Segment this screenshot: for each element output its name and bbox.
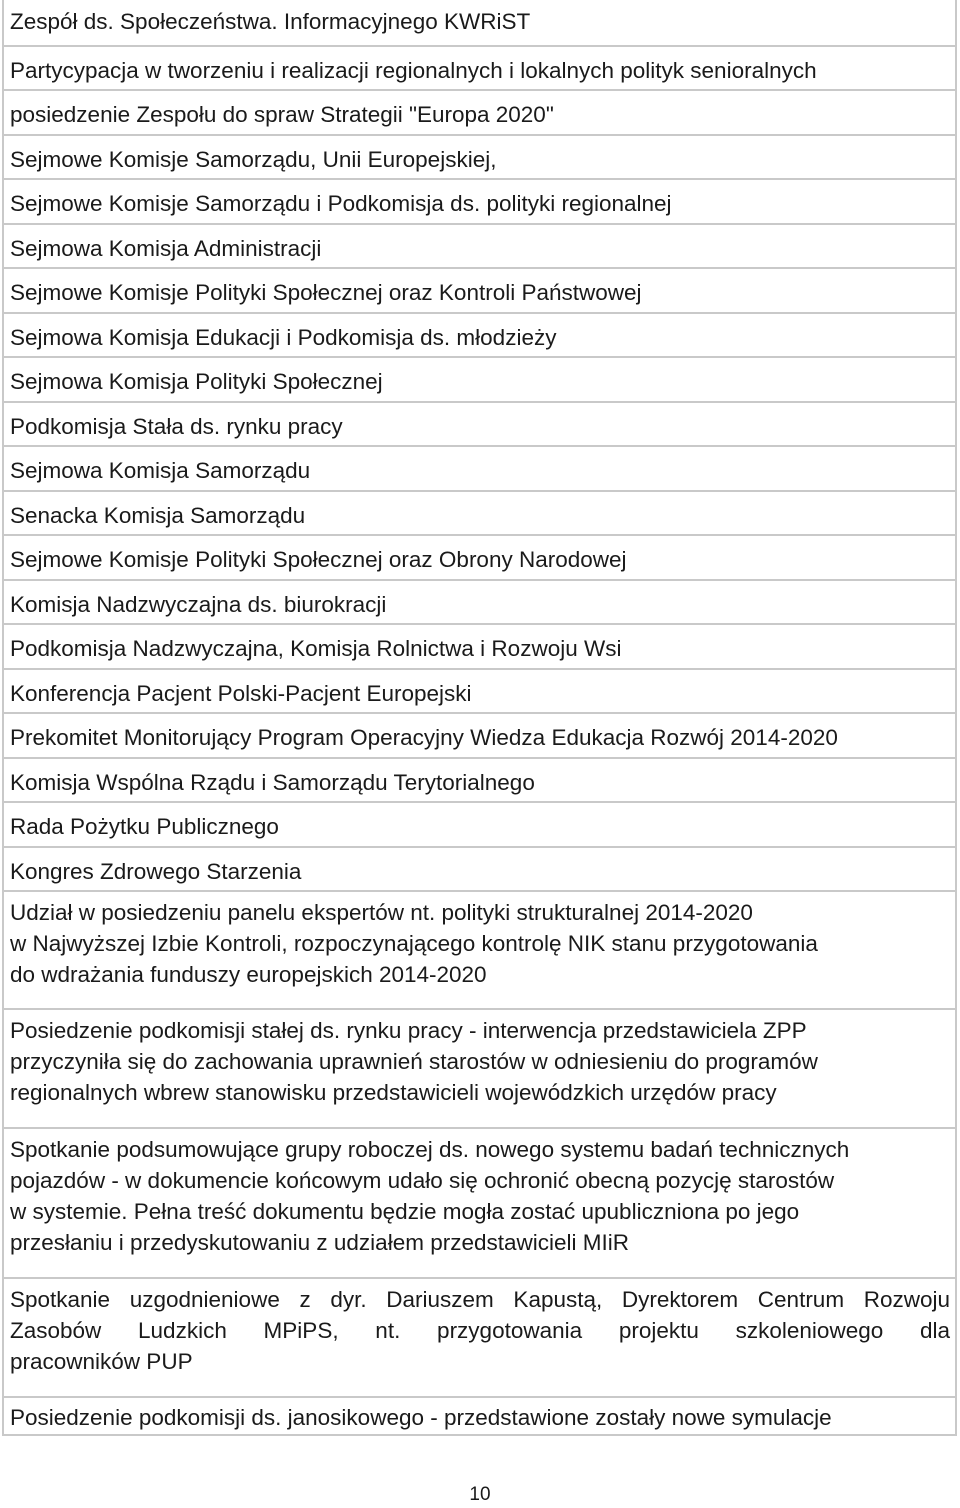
row-text: Zespół ds. Społeczeństwa. Informacyjnego KWRiST — [10, 9, 531, 34]
page-number: 10 — [469, 1484, 491, 1505]
table-row — [4, 1277, 955, 1396]
row-text: Partycypacja w tworzeniu i realizacji regionalnych i lokalnych polityk senioralnych — [10, 58, 817, 83]
row-text: Posiedzenie podkomisji ds. janosikowego - przedstawione zostały nowe symulacje — [10, 1405, 832, 1430]
table-row — [4, 1396, 955, 1434]
row-text: Sejmowe Komisje Samorządu, Unii Europejskiej, — [10, 147, 497, 172]
table-row — [4, 267, 955, 312]
row-text-line: do wdrażania funduszy europejskich 2014-2020 — [10, 962, 487, 987]
row-text: Komisja Wspólna Rządu i Samorządu Terytorialnego — [10, 770, 535, 795]
table-row — [4, 623, 955, 668]
activities-table — [2, 0, 957, 1436]
row-text: Konferencja Pacjent Polski-Pacjent Europejski — [10, 681, 472, 706]
row-text: Kongres Zdrowego Starzenia — [10, 859, 302, 884]
row-text-line: w Najwyższej Izbie Kontroli, rozpoczynającego kontrolę NIK stanu przygotowania — [10, 931, 818, 956]
table-row — [4, 534, 955, 579]
table-row — [4, 712, 955, 757]
table-row — [4, 356, 955, 401]
table-row — [4, 1127, 955, 1277]
table-row — [4, 312, 955, 356]
row-text-line: Zasobów Ludzkich MPiPS, nt. przygotowania projektu szkoleniowego dla — [10, 1318, 950, 1343]
row-text-line: przesłaniu i przedyskutowaniu z udziałem przedstawicieli MIiR — [10, 1230, 630, 1255]
table-row — [4, 445, 955, 490]
row-text-line: przyczyniła się do zachowania uprawnień starostów w odniesieniu do programów — [10, 1049, 818, 1074]
row-text: Sejmowa Komisja Polityki Społecznej — [10, 369, 383, 394]
table-row — [4, 134, 955, 178]
row-text: Podkomisja Stała ds. rynku pracy — [10, 414, 343, 439]
row-text-line: Posiedzenie podkomisji stałej ds. rynku pracy - interwencja przedstawiciela ZPP — [10, 1018, 807, 1043]
row-text: Rada Pożytku Publicznego — [10, 814, 279, 839]
row-text-line: Spotkanie podsumowujące grupy roboczej ds. nowego systemu badań technicznych — [10, 1137, 850, 1162]
row-text: Sejmowe Komisje Polityki Społecznej oraz Obrony Narodowej — [10, 547, 627, 572]
table-row — [4, 0, 955, 45]
table-row — [4, 846, 955, 890]
table-row — [4, 401, 955, 445]
row-text: Sejmowa Komisja Edukacji i Podkomisja ds. młodzieży — [10, 325, 557, 350]
table-row — [4, 178, 955, 223]
row-text: Sejmowa Komisja Administracji — [10, 236, 322, 261]
table-row — [4, 490, 955, 534]
table-row — [4, 890, 955, 1008]
table-row — [4, 89, 955, 134]
row-text-line: Udział w posiedzeniu panelu ekspertów nt. polityki strukturalnej 2014-2020 — [10, 900, 753, 925]
row-text-line: Spotkanie uzgodnieniowe z dyr. Dariuszem Kapustą, Dyrektorem Centrum Rozwoju — [10, 1287, 950, 1312]
row-text: Komisja Nadzwyczajna ds. biurokracji — [10, 592, 387, 617]
row-text: Prekomitet Monitorujący Program Operacyjny Wiedza Edukacja Rozwój 2014-2020 — [10, 725, 838, 750]
table-row — [4, 579, 955, 623]
table-row — [4, 1008, 955, 1127]
row-text: Podkomisja Nadzwyczajna, Komisja Rolnictwa i Rozwoju Wsi — [10, 636, 622, 661]
row-text: Sejmowa Komisja Samorządu — [10, 458, 311, 483]
table-row — [4, 757, 955, 801]
row-text: Senacka Komisja Samorządu — [10, 503, 306, 528]
row-text: Sejmowe Komisje Polityki Społecznej oraz Kontroli Państwowej — [10, 280, 642, 305]
row-text-line: pracowników PUP — [10, 1349, 193, 1374]
table-row — [4, 45, 955, 89]
table-row — [4, 668, 955, 712]
row-text-line: regionalnych wbrew stanowisku przedstawicieli wojewódzkich urzędów pracy — [10, 1080, 777, 1105]
table-row — [4, 801, 955, 846]
row-text: posiedzenie Zespołu do spraw Strategii "Europa 2020" — [10, 102, 554, 127]
row-text-line: w systemie. Pełna treść dokumentu będzie mogła zostać upubliczniona po jego — [10, 1199, 800, 1224]
table-row — [4, 223, 955, 267]
row-text: Sejmowe Komisje Samorządu i Podkomisja ds. polityki regionalnej — [10, 191, 672, 216]
row-text-line: pojazdów - w dokumencie końcowym udało się ochronić obecną pozycję starostów — [10, 1168, 835, 1193]
